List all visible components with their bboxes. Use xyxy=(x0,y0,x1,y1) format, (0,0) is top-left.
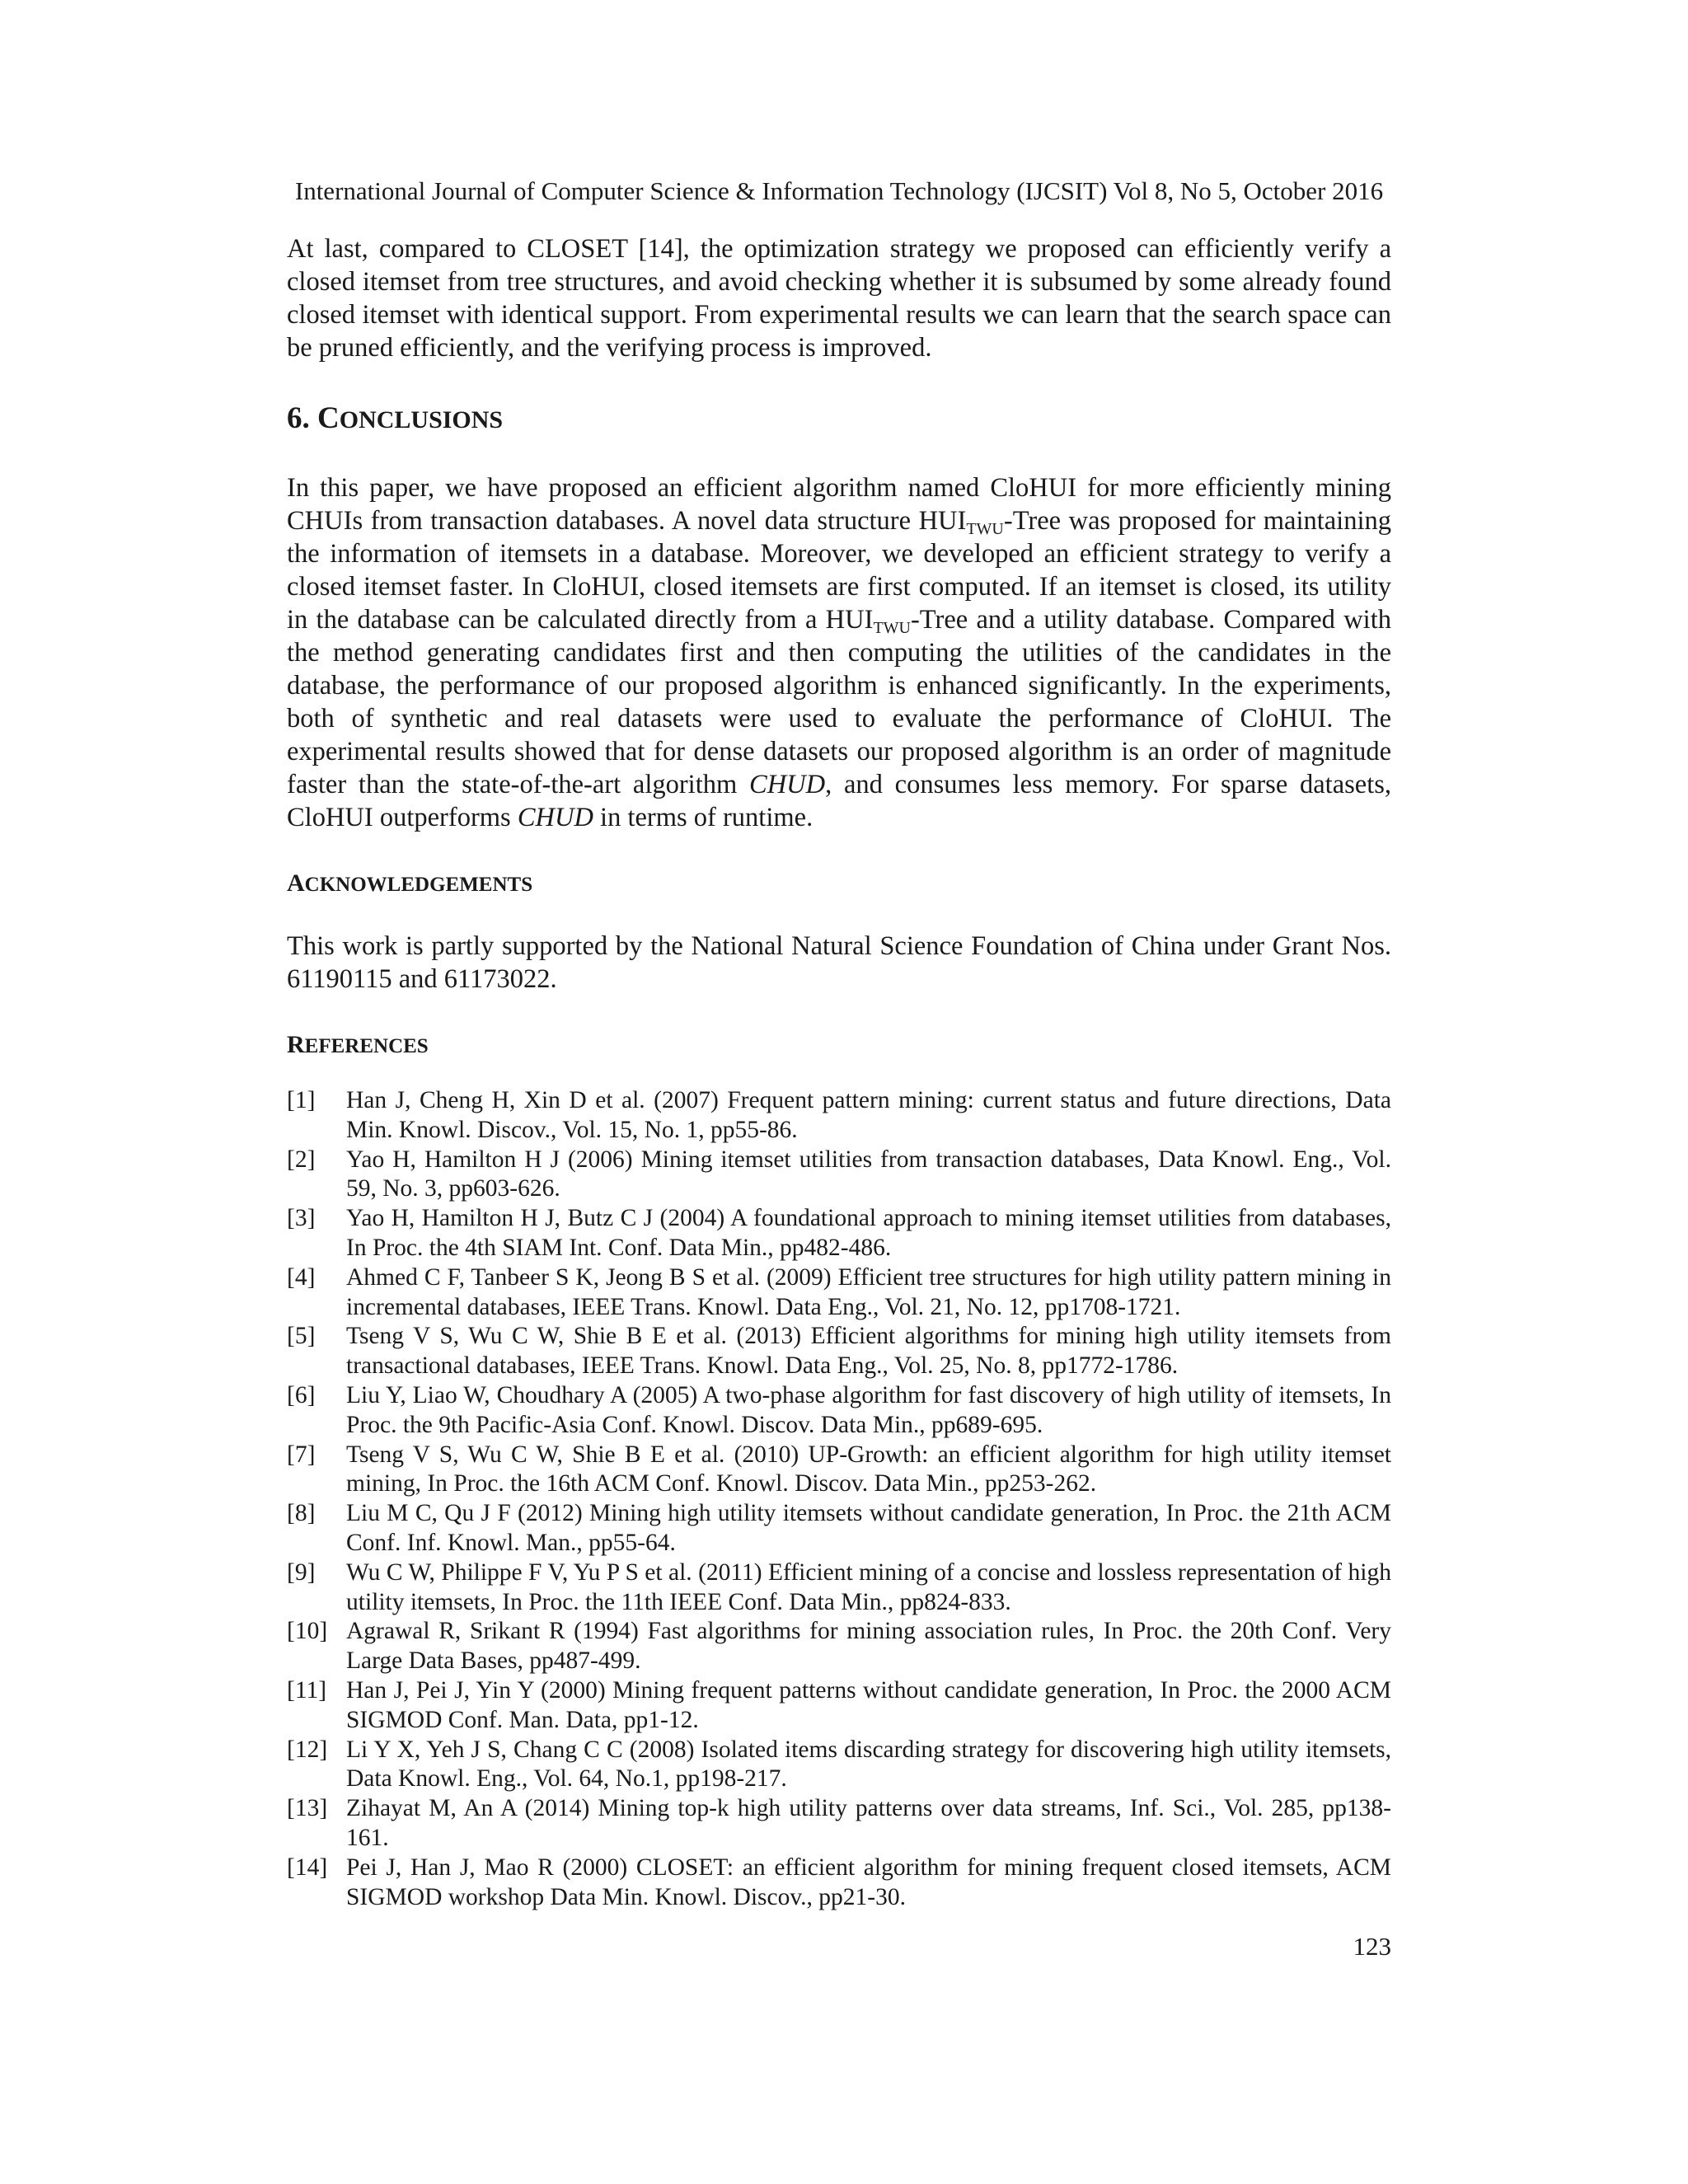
reference-item xyxy=(287,1676,1391,1736)
reference-item xyxy=(287,1854,1391,1913)
reference-number: [11] xyxy=(287,1676,327,1704)
algorithm-name: CHUD xyxy=(749,770,826,799)
heading-rest: ONCLUSIONS xyxy=(339,406,504,434)
conclusions-text-1: In this paper, we have proposed an efficient algorithm named CloHUI for more efficiently mining CHUIs from transaction databases. A novel data structure HUI xyxy=(287,473,1391,536)
heading-initial: C xyxy=(317,401,340,435)
heading-initial: A xyxy=(287,869,305,897)
reference-item xyxy=(287,1322,1391,1381)
reference-number: [1] xyxy=(287,1087,316,1113)
conclusions-text-3: -Tree and a utility database. Compared with the method generating candidates first and then computing the utilities of the candidates in the database, the performance of our proposed algorithm is enhanced significantly. In the experiments, both of synthetic and real datasets were used to evaluate the performance of CloHUI. The experimental results showed that for dense datasets our proposed algorithm is an order of magnitude faster than the state-of-the-art algorithm xyxy=(287,605,1391,799)
reference-text: Li Y X, Yeh J S, Chang C C (2008) Isolated items discarding strategy for discovering high utility itemsets, Data Knowl. Eng., Vol. 64, No.1, pp198-217. xyxy=(346,1736,1391,1793)
reference-number: [8] xyxy=(287,1500,316,1527)
conclusions-text-2: -Tree was proposed for maintaining the information of itemsets in a database. Moreover, we developed an efficient strategy to verify a closed itemset faster. In CloHUI, closed itemsets are first computed. If an itemset is closed, its utility in the database can be calculated directly from a HUI xyxy=(287,506,1391,635)
reference-number: [12] xyxy=(287,1736,328,1763)
page-number: 123 xyxy=(1353,1932,1391,1961)
reference-item xyxy=(287,1617,1391,1676)
reference-item xyxy=(287,1736,1391,1795)
reference-item xyxy=(287,1146,1391,1205)
reference-text: Agrawal R, Srikant R (1994) Fast algorithms for mining association rules, In Proc. the 20th Conf. Very Large Data Bases, pp487-499. xyxy=(346,1618,1391,1675)
reference-text: Wu C W, Philippe F V, Yu P S et al. (2011) Efficient mining of a concise and lossless representation of high utility itemsets, In Proc. the 11th IEEE Conf. Data Min., pp824-833. xyxy=(346,1558,1391,1615)
conclusions-text-5: in terms of runtime. xyxy=(593,803,814,832)
acknowledgements-paragraph: This work is partly supported by the National Natural Science Foundation of China under Grant Nos. 61190115 and 61173022. xyxy=(287,931,1391,994)
reference-number: [3] xyxy=(287,1205,316,1232)
conclusions-paragraph xyxy=(287,471,1391,834)
reference-text: Zihayat M, An A (2014) Mining top-k high utility patterns over data streams, Inf. Sci., Vol. 285, pp138-161. xyxy=(346,1795,1391,1851)
conclusions-text-4: , and consumes less memory. For sparse datasets, CloHUI outperforms xyxy=(287,770,1391,832)
heading-initial: R xyxy=(287,1031,305,1058)
algorithm-name: CHUD xyxy=(517,803,593,832)
reference-text: Han J, Cheng H, Xin D et al. (2007) Frequent pattern mining: current status and future directions, Data Min. Knowl. Discov., Vol. 15, No. 1, pp55-86. xyxy=(346,1087,1391,1143)
conclusions-heading xyxy=(287,401,1391,438)
reference-number: [6] xyxy=(287,1381,316,1408)
reference-item xyxy=(287,1499,1391,1558)
reference-number: [4] xyxy=(287,1263,316,1291)
reference-number: [14] xyxy=(287,1854,328,1881)
reference-text: Han J, Pei J, Yin Y (2000) Mining frequent patterns without candidate generation, In Proc. the 2000 ACM SIGMOD Conf. Man. Data, pp1-12. xyxy=(346,1676,1391,1733)
reference-text: Ahmed C F, Tanbeer S K, Jeong B S et al. (2009) Efficient tree structures for high utility pattern mining in incremental databases, IEEE Trans. Knowl. Data Eng., Vol. 21, No. 12, pp1708-1721. xyxy=(346,1263,1391,1320)
reference-number: [7] xyxy=(287,1441,316,1468)
section-number: 6. xyxy=(287,401,310,435)
heading-rest: EFERENCES xyxy=(304,1035,429,1057)
reference-item xyxy=(287,1086,1391,1146)
heading-rest: CKNOWLEDGEMENTS xyxy=(304,874,533,896)
acknowledgements-heading xyxy=(287,867,1391,902)
reference-number: [10] xyxy=(287,1618,328,1645)
reference-text: Tseng V S, Wu C W, Shie B E et al. (2013) Efficient algorithms for mining high utility itemsets from transactional databases, IEEE Trans. Knowl. Data Eng., Vol. 25, No. 8, pp1772-1786. xyxy=(346,1323,1391,1380)
reference-text: Liu Y, Liao W, Choudhary A (2005) A two-phase algorithm for fast discovery of high utility of itemsets, In Proc. the 9th Pacific-Asia Conf. Knowl. Discov. Data Min., pp689-695. xyxy=(346,1381,1391,1438)
reference-number: [13] xyxy=(287,1795,328,1822)
reference-text: Yao H, Hamilton H J, Butz C J (2004) A foundational approach to mining itemset utilities from databases, In Proc. the 4th SIAM Int. Conf. Data Min., pp482-486. xyxy=(346,1205,1391,1261)
running-header: International Journal of Computer Science & Information Technology (IJCSIT) Vol 8, No 5, October 2016 xyxy=(294,176,1384,205)
reference-text: Yao H, Hamilton H J (2006) Mining itemset utilities from transaction databases, Data Knowl. Eng., Vol. 59, No. 3, pp603-626. xyxy=(346,1146,1391,1202)
reference-item xyxy=(287,1558,1391,1618)
reference-number: [5] xyxy=(287,1323,316,1350)
intro-paragraph: At last, compared to CLOSET [14], the optimization strategy we proposed can efficiently verify a closed itemset from tree structures, and avoid checking whether it is subsumed by some already found closed itemset with identical support. From experimental results we can learn that the search space can be pruned efficiently, and the verifying process is improved. xyxy=(287,234,1391,363)
page-content xyxy=(287,232,1391,1912)
reference-item xyxy=(287,1263,1391,1323)
reference-text: Tseng V S, Wu C W, Shie B E et al. (2010) UP-Growth: an efficient algorithm for high utility itemset mining, In Proc. the 16th ACM Conf. Knowl. Discov. Data Min., pp253-262. xyxy=(346,1441,1391,1497)
subscript-twu: TWU xyxy=(966,520,1004,538)
reference-item xyxy=(287,1441,1391,1500)
reference-text: Pei J, Han J, Mao R (2000) CLOSET: an efficient algorithm for mining frequent closed itemsets, ACM SIGMOD workshop Data Min. Knowl. Discov., pp21-30. xyxy=(346,1854,1391,1910)
reference-item xyxy=(287,1794,1391,1854)
subscript-twu: TWU xyxy=(873,619,911,637)
reference-list xyxy=(287,1086,1391,1912)
reference-number: [2] xyxy=(287,1146,316,1173)
reference-number: [9] xyxy=(287,1558,316,1586)
reference-item xyxy=(287,1204,1391,1263)
reference-item xyxy=(287,1381,1391,1441)
reference-text: Liu M C, Qu J F (2012) Mining high utility itemsets without candidate generation, In Proc. the 21th ACM Conf. Inf. Knowl. Man., pp55-64. xyxy=(346,1500,1391,1556)
references-heading xyxy=(287,1029,1391,1063)
